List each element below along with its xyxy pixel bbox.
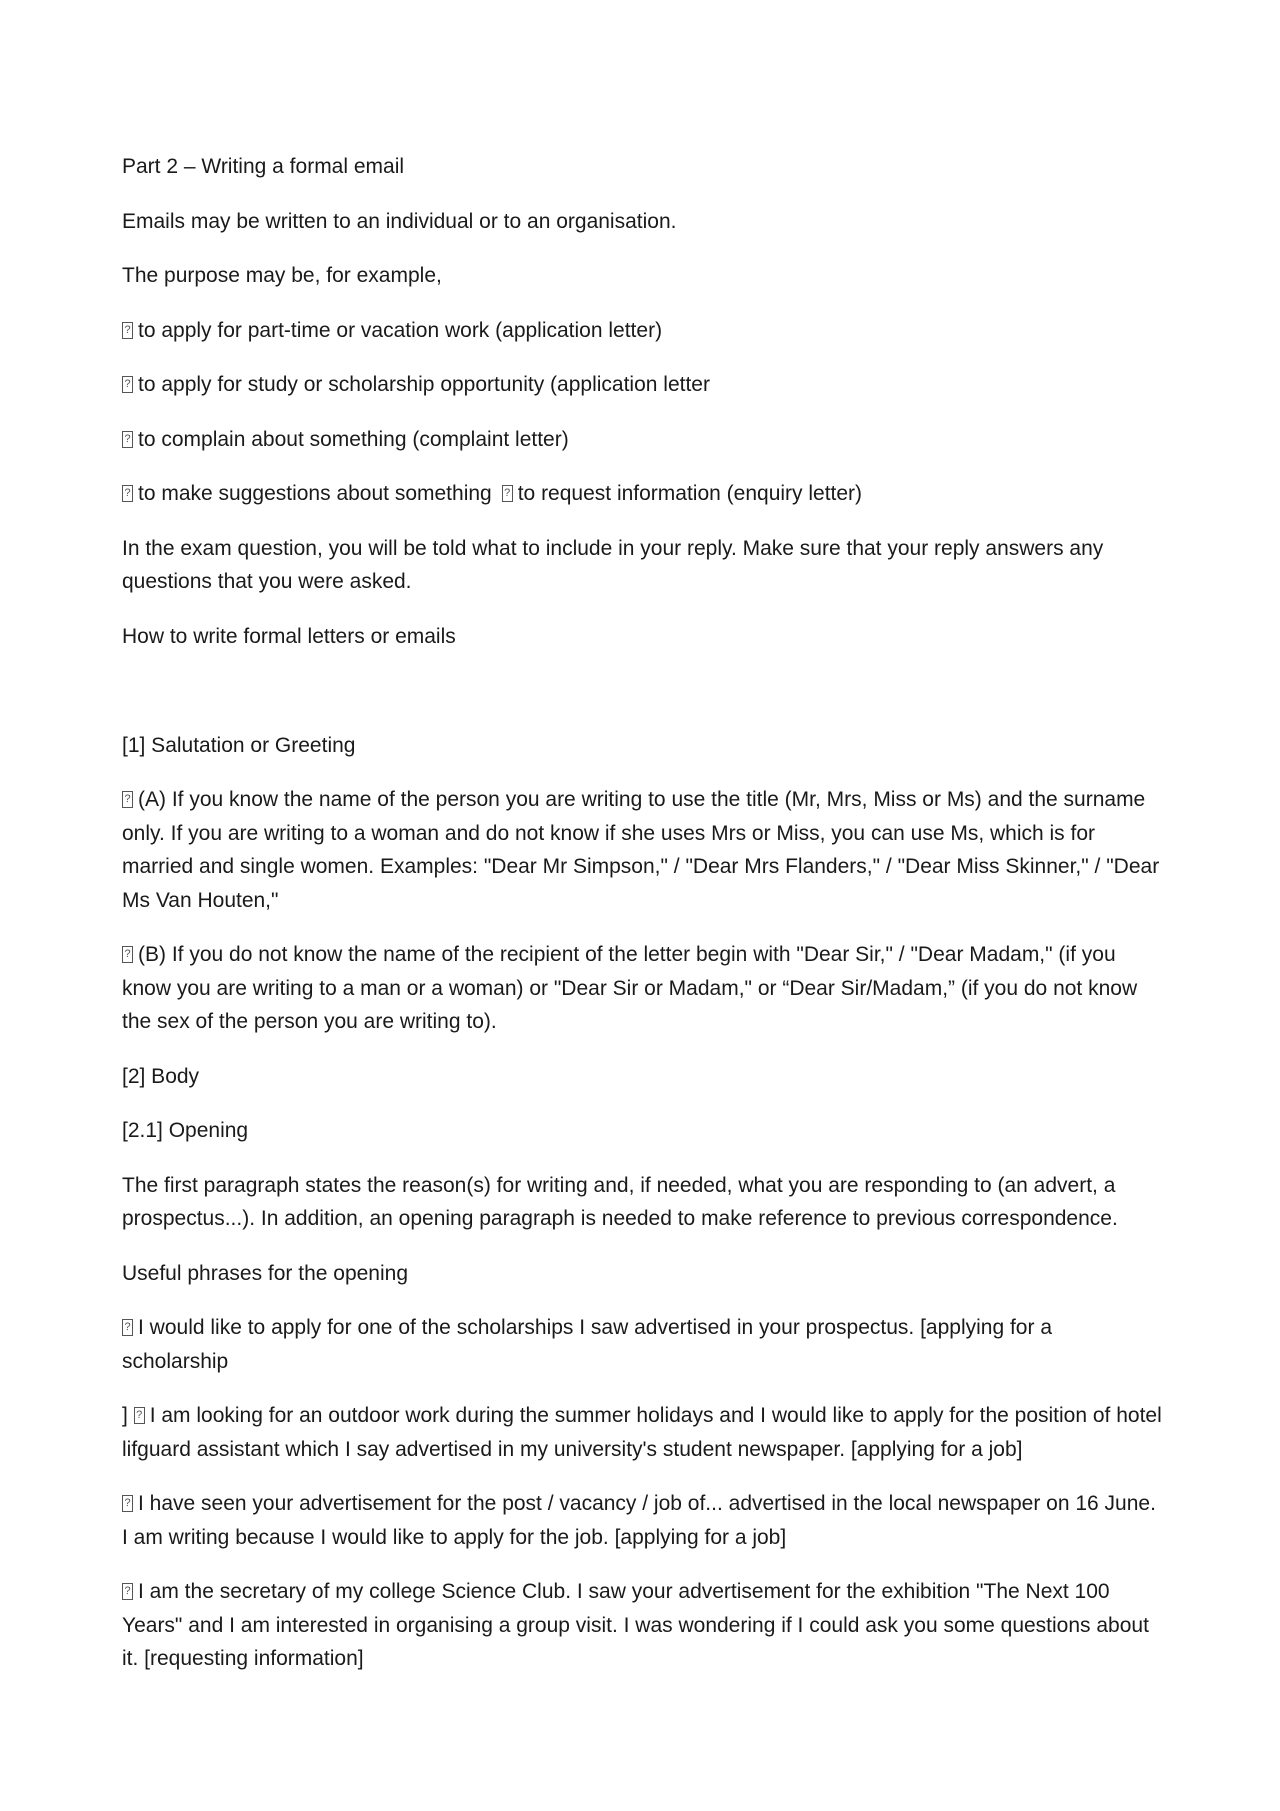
opening-paragraph: The first paragraph states the reason(s) for writing and, if needed, what you are responding to (an advert, a prospectus...). In addition, an opening paragraph is needed to make reference to previous correspondence. xyxy=(122,1173,1118,1230)
document-title: Part 2 – Writing a formal email xyxy=(122,155,405,178)
purpose-text-3: to complain about something (complaint letter) xyxy=(138,427,569,451)
phrase-2-prefix: ] xyxy=(122,1404,128,1427)
purpose-text-4: to make suggestions about something xyxy=(138,482,492,505)
body-heading: [2] Body xyxy=(122,1064,200,1088)
salutation-b xyxy=(122,938,1162,1039)
unknown-glyph-icon xyxy=(122,1583,133,1600)
unknown-glyph-icon xyxy=(122,431,133,448)
phrase-3 xyxy=(122,1487,1162,1554)
purpose-text-1: to apply for part-time or vacation work (application letter) xyxy=(138,318,663,342)
purpose-item-2 xyxy=(122,368,1162,402)
salutation-b-text: (B) If you do not know the name of the recipient of the letter begin with "Dear Sir," / "Dear Madam," (if you know you are writing to a man or a woman) or "Dear Sir or Madam," or “Dear Sir/Madam,” (if you do not know the sex of the person you are writing to). xyxy=(122,943,1138,1033)
unknown-glyph-icon xyxy=(122,946,133,963)
phrase-1 xyxy=(122,1311,1162,1378)
intro-paragraph: Emails may be written to an individual or to an organisation. xyxy=(122,209,677,233)
purpose-item-4 xyxy=(122,477,1162,511)
blank-line xyxy=(122,674,1162,708)
phrase-2-text: I am looking for an outdoor work during the summer holidays and I would like to apply for the position of hotel lifguard assistant which I say advertised in my university's student newspaper. [applying for a job] xyxy=(122,1404,1162,1461)
how-to-heading: How to write formal letters or emails xyxy=(122,624,456,648)
phrase-1-text: I would like to apply for one of the scholarships I saw advertised in your prospectus. [applying for a scholarship xyxy=(122,1316,1052,1373)
document-page xyxy=(122,150,1162,1697)
unknown-glyph-icon xyxy=(122,322,133,339)
purpose-item-3 xyxy=(122,423,1162,457)
purpose-text-5: to request information (enquiry letter) xyxy=(517,482,863,505)
unknown-glyph-icon xyxy=(134,1407,145,1424)
unknown-glyph-icon xyxy=(122,485,133,502)
purpose-lead: The purpose may be, for example, xyxy=(122,264,442,287)
phrase-2 xyxy=(122,1399,1162,1466)
phrase-4 xyxy=(122,1575,1162,1676)
phrase-4-text: I am the secretary of my college Science Club. I saw your advertisement for the exhibition "The Next 100 Years" and I am interested in organising a group visit. I was wondering if I could ask you some questions about it. [requesting information] xyxy=(122,1580,1149,1670)
phrases-heading: Useful phrases for the opening xyxy=(122,1261,409,1285)
unknown-glyph-icon xyxy=(502,485,513,502)
unknown-glyph-icon xyxy=(122,1319,133,1336)
opening-heading: [2.1] Opening xyxy=(122,1119,249,1142)
salutation-a xyxy=(122,783,1162,917)
salutation-heading: [1] Salutation or Greeting xyxy=(122,733,356,757)
phrase-3-text: I have seen your advertisement for the post / vacancy / job of... advertised in the local newspaper on 16 June. I am writing because I would like to apply for the job. [applying for a job] xyxy=(122,1492,1156,1549)
salutation-a-text: (A) If you know the name of the person you are writing to use the title (Mr, Mrs, Miss or Ms) and the surname only. If you are writing to a woman and do not know if she uses Mrs or Miss, you can use Ms, which is for married and single women. Examples: "Dear Mr Simpson," / "Dear Mrs Flanders," / "Dear Miss Skinner," / "Dear Ms Van Houten," xyxy=(122,788,1160,912)
unknown-glyph-icon xyxy=(122,376,133,393)
unknown-glyph-icon xyxy=(122,791,133,808)
exam-note: In the exam question, you will be told what to include in your reply. Make sure that your reply answers any questions that you were asked. xyxy=(122,536,1104,593)
purpose-item-1 xyxy=(122,314,1162,348)
unknown-glyph-icon xyxy=(122,1495,133,1512)
purpose-text-2: to apply for study or scholarship opportunity (application letter xyxy=(138,373,710,396)
